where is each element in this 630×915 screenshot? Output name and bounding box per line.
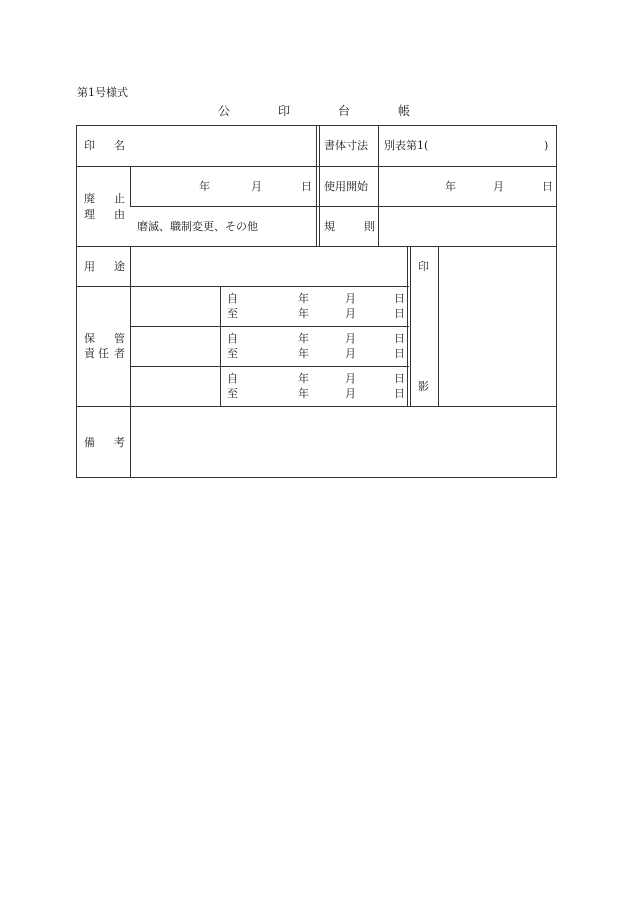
period-to-marker: 至	[227, 307, 238, 320]
period-month-unit: 月	[345, 332, 356, 345]
title-char-1: 公	[218, 104, 231, 118]
col-line	[130, 166, 131, 206]
usage-start-day-unit: 日	[542, 180, 553, 193]
col-line	[410, 246, 411, 406]
col-line	[220, 286, 221, 406]
abolition-day-unit: 日	[301, 180, 312, 193]
period-month-unit: 月	[345, 387, 356, 400]
abolition-label-2: 止	[114, 192, 125, 205]
period-to-marker: 至	[227, 387, 238, 400]
usage-start-year-unit: 年	[445, 180, 456, 193]
col-line	[378, 126, 379, 246]
remarks-label-1: 備	[84, 436, 95, 449]
period-year-unit: 年	[298, 292, 309, 305]
purpose-label-1: 用	[84, 260, 95, 273]
format-size-close: )	[544, 139, 549, 152]
period-month-unit: 月	[345, 292, 356, 305]
period-day-unit: 日	[394, 347, 405, 360]
period-day-unit: 日	[394, 307, 405, 320]
period-day-unit: 日	[394, 387, 405, 400]
seal-name-label-1: 印	[84, 139, 95, 152]
seal-register-table	[76, 125, 557, 478]
rule-label-2: 則	[364, 220, 375, 233]
period-year-unit: 年	[298, 347, 309, 360]
format-size-label: 書体寸法	[324, 139, 368, 152]
seal-impression-label-top: 印	[418, 260, 429, 273]
reason-text: 磨滅、職制変更、その他	[137, 220, 258, 233]
keeper-label-3: 責	[84, 347, 95, 360]
period-year-unit: 年	[298, 372, 309, 385]
abolition-year-unit: 年	[199, 180, 210, 193]
period-day-unit: 日	[394, 372, 405, 385]
period-from-marker: 自	[227, 332, 238, 345]
usage-start-label: 使用開始	[324, 180, 368, 193]
period-month-unit: 月	[345, 307, 356, 320]
purpose-label-2: 途	[114, 260, 125, 273]
period-month-unit: 月	[345, 347, 356, 360]
title-char-3: 台	[338, 104, 351, 118]
form-number: 第1号様式	[77, 86, 128, 99]
period-month-unit: 月	[345, 372, 356, 385]
period-year-unit: 年	[298, 332, 309, 345]
title-char-4: 帳	[398, 104, 411, 118]
period-year-unit: 年	[298, 387, 309, 400]
col-line	[438, 246, 439, 406]
col-line	[407, 246, 408, 406]
keeper-label-2: 管	[114, 332, 125, 345]
period-from-marker: 自	[227, 292, 238, 305]
reason-label-1: 理	[84, 208, 95, 221]
period-day-unit: 日	[394, 292, 405, 305]
usage-start-month-unit: 月	[493, 180, 504, 193]
seal-name-label-2: 名	[114, 139, 125, 152]
reason-label-2: 由	[114, 208, 125, 221]
keeper-label-5: 者	[114, 347, 125, 360]
keeper-label-4: 任	[98, 347, 109, 360]
rule-label-1: 規	[324, 220, 335, 233]
row-line	[130, 206, 556, 207]
remarks-label-2: 考	[114, 436, 125, 449]
row-line	[77, 406, 556, 407]
period-from-marker: 自	[227, 372, 238, 385]
title-char-2: 印	[278, 104, 291, 118]
keeper-label-1: 保	[84, 332, 95, 345]
period-to-marker: 至	[227, 347, 238, 360]
abolition-label-1: 廃	[84, 192, 95, 205]
abolition-month-unit: 月	[251, 180, 262, 193]
col-line	[130, 246, 131, 406]
format-size-value: 別表第1(	[384, 139, 429, 152]
row-line	[77, 286, 409, 287]
row-line	[130, 326, 409, 327]
seal-impression-label-bottom: 影	[418, 380, 429, 393]
col-line	[130, 406, 131, 477]
col-line	[319, 126, 320, 246]
row-line	[77, 246, 556, 247]
col-line	[316, 126, 317, 246]
row-line	[130, 366, 409, 367]
period-day-unit: 日	[394, 332, 405, 345]
period-year-unit: 年	[298, 307, 309, 320]
